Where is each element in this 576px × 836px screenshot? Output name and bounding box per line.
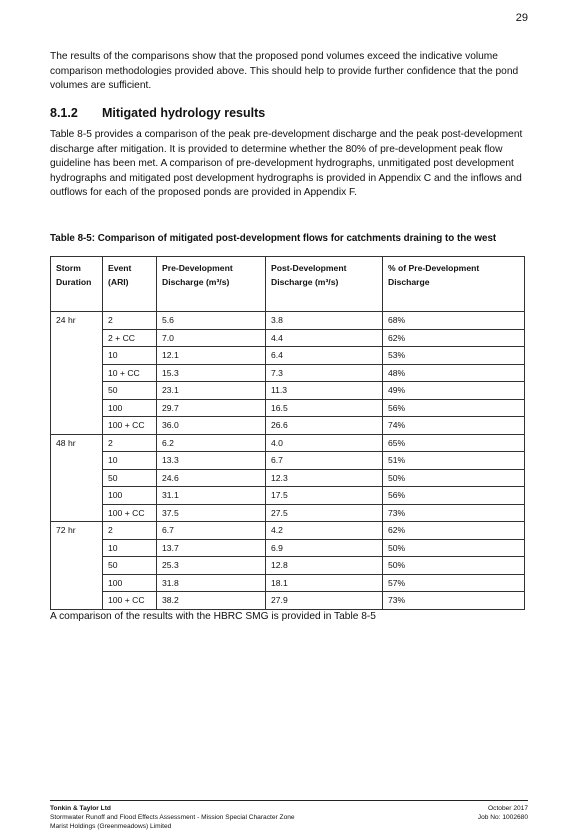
post-development-cell: 11.3 — [266, 382, 383, 400]
table-row — [51, 417, 525, 435]
percent-cell: 53% — [383, 347, 525, 365]
pre-development-cell: 24.6 — [157, 469, 266, 487]
pre-development-cell: 6.7 — [157, 522, 266, 540]
event-cell: 2 — [103, 522, 157, 540]
section-number: 8.1.2 — [50, 106, 78, 120]
percent-cell: 50% — [383, 557, 525, 575]
pre-development-cell: 6.2 — [157, 434, 266, 452]
percent-cell: 51% — [383, 452, 525, 470]
post-development-cell: 6.7 — [266, 452, 383, 470]
table-body — [51, 312, 525, 610]
event-cell: 2 + CC — [103, 329, 157, 347]
section-paragraph: Table 8-5 provides a comparison of the peak pre-development discharge and the peak post-development discharge after mitigation. It is provided to determine whether the 80% of pre-development peak flow guideline has been met. A comparison of pre-development hydrographs, unmitigated post development hydrographs and mitigated post development hydrographs is provided in Appendix C and the inflows and outflows for each of the proposed ponds are provided in Appendix F. — [50, 129, 523, 198]
pre-development-cell: 7.0 — [157, 329, 266, 347]
pre-development-cell: 12.1 — [157, 347, 266, 365]
percent-cell: 62% — [383, 522, 525, 540]
header-percent: % of Pre-Development Discharge — [383, 257, 525, 312]
post-development-cell: 26.6 — [266, 417, 383, 435]
storm-duration-cell: 72 hr — [51, 522, 103, 610]
event-cell: 100 — [103, 487, 157, 505]
header-post-development: Post-Development Discharge (m³/s) — [266, 257, 383, 312]
percent-cell: 68% — [383, 312, 525, 330]
section-title: Mitigated hydrology results — [102, 106, 266, 120]
pre-development-cell: 29.7 — [157, 399, 266, 417]
storm-duration-cell: 24 hr — [51, 312, 103, 435]
footer-left — [50, 804, 295, 831]
percent-cell: 49% — [383, 382, 525, 400]
percent-cell: 74% — [383, 417, 525, 435]
post-development-cell: 4.4 — [266, 329, 383, 347]
comparison-table — [50, 256, 525, 610]
event-cell: 100 + CC — [103, 417, 157, 435]
event-cell: 10 — [103, 539, 157, 557]
footer-divider — [50, 800, 528, 801]
footer-date: October 2017 — [488, 805, 528, 812]
table-row — [51, 312, 525, 330]
post-development-cell: 17.5 — [266, 487, 383, 505]
percent-cell: 73% — [383, 592, 525, 610]
footer-company: Tonkin & Taylor Ltd — [50, 805, 111, 812]
footer-report-title: Stormwater Runoff and Flood Effects Assessment - Mission Special Character Zone — [50, 814, 295, 821]
table-caption: Table 8-5: Comparison of mitigated post-development flows for catchments draining to the west — [50, 233, 497, 244]
post-development-cell: 3.8 — [266, 312, 383, 330]
event-cell: 50 — [103, 557, 157, 575]
pre-development-cell: 13.3 — [157, 452, 266, 470]
table-row — [51, 522, 525, 540]
intro-paragraph: The results of the comparisons show that the proposed pond volumes exceed the indicative volume comparison methodologies provided above. This should help to provide further confidence that the pond volumes are sufficient. — [50, 51, 519, 91]
pre-development-cell: 37.5 — [157, 504, 266, 522]
table-row — [51, 557, 525, 575]
post-development-cell: 16.5 — [266, 399, 383, 417]
header-event: Event (ARI) — [103, 257, 157, 312]
post-development-cell: 6.4 — [266, 347, 383, 365]
event-cell: 100 — [103, 574, 157, 592]
section-heading — [50, 106, 265, 120]
pre-development-cell: 5.6 — [157, 312, 266, 330]
header-pre-development: Pre-Development Discharge (m³/s) — [157, 257, 266, 312]
percent-cell: 50% — [383, 539, 525, 557]
event-cell: 10 — [103, 452, 157, 470]
post-development-cell: 27.9 — [266, 592, 383, 610]
post-development-cell: 6.9 — [266, 539, 383, 557]
event-cell: 2 — [103, 312, 157, 330]
header-storm-duration: Storm Duration — [51, 257, 103, 312]
table-row — [51, 347, 525, 365]
event-cell: 100 + CC — [103, 592, 157, 610]
footer-right — [478, 804, 528, 822]
post-development-cell: 4.2 — [266, 522, 383, 540]
footer-job-number: Job No: 1002680 — [477, 814, 528, 821]
event-cell: 10 + CC — [103, 364, 157, 382]
table-row — [51, 434, 525, 452]
post-development-cell: 7.3 — [266, 364, 383, 382]
post-development-cell: 12.8 — [266, 557, 383, 575]
percent-cell: 56% — [383, 487, 525, 505]
percent-cell: 56% — [383, 399, 525, 417]
percent-cell: 48% — [383, 364, 525, 382]
after-table-paragraph: A comparison of the results with the HBRC SMG is provided in Table 8-5 — [50, 611, 376, 622]
pre-development-cell: 31.1 — [157, 487, 266, 505]
percent-cell: 50% — [383, 469, 525, 487]
table-row — [51, 382, 525, 400]
table-row — [51, 452, 525, 470]
storm-duration-cell: 48 hr — [51, 434, 103, 522]
table-row — [51, 539, 525, 557]
table-row — [51, 504, 525, 522]
pre-development-cell: 13.7 — [157, 539, 266, 557]
pre-development-cell: 36.0 — [157, 417, 266, 435]
event-cell: 10 — [103, 347, 157, 365]
post-development-cell: 4.0 — [266, 434, 383, 452]
pre-development-cell: 38.2 — [157, 592, 266, 610]
post-development-cell: 27.5 — [266, 504, 383, 522]
event-cell: 100 + CC — [103, 504, 157, 522]
event-cell: 2 — [103, 434, 157, 452]
pre-development-cell: 15.3 — [157, 364, 266, 382]
table-row — [51, 574, 525, 592]
percent-cell: 62% — [383, 329, 525, 347]
table-row — [51, 399, 525, 417]
table-row — [51, 364, 525, 382]
page-number: 29 — [515, 12, 528, 24]
table-row — [51, 469, 525, 487]
post-development-cell: 18.1 — [266, 574, 383, 592]
pre-development-cell: 23.1 — [157, 382, 266, 400]
table-row — [51, 487, 525, 505]
percent-cell: 73% — [383, 504, 525, 522]
post-development-cell: 12.3 — [266, 469, 383, 487]
table-row — [51, 592, 525, 610]
percent-cell: 57% — [383, 574, 525, 592]
table-header-row — [51, 257, 525, 312]
pre-development-cell: 25.3 — [157, 557, 266, 575]
pre-development-cell: 31.8 — [157, 574, 266, 592]
event-cell: 50 — [103, 469, 157, 487]
table-row — [51, 329, 525, 347]
footer-client: Marist Holdings (Greenmeadows) Limited — [50, 823, 172, 830]
event-cell: 50 — [103, 382, 157, 400]
percent-cell: 65% — [383, 434, 525, 452]
event-cell: 100 — [103, 399, 157, 417]
